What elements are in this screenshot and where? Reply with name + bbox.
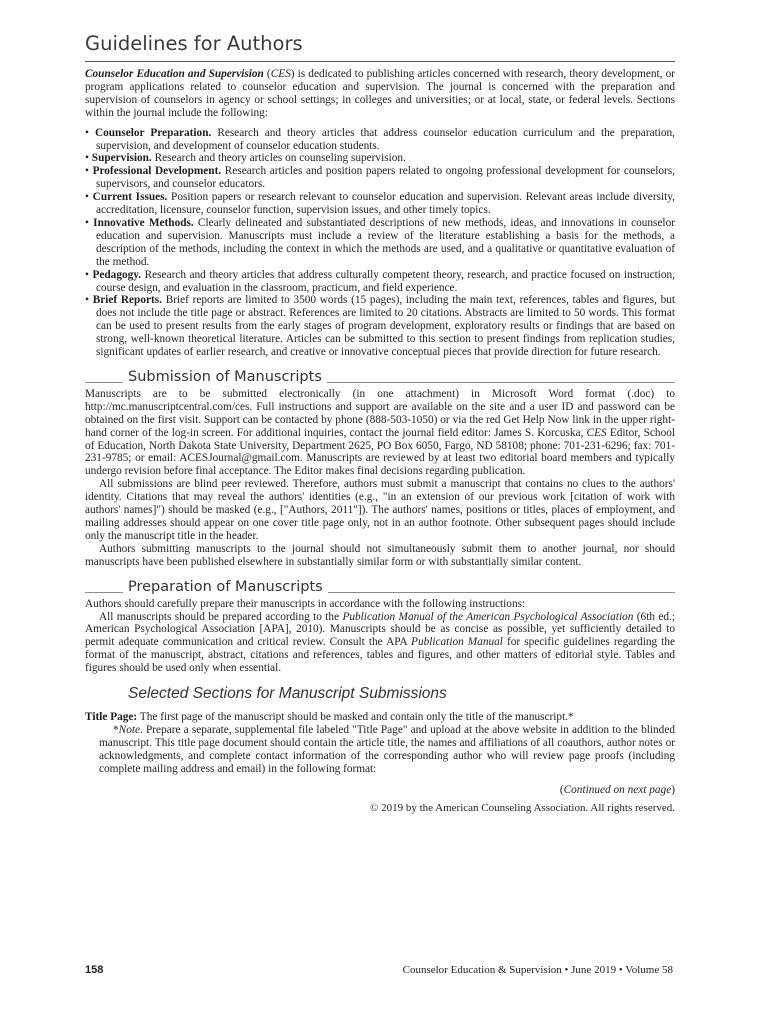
- title-page-note: [85, 724, 675, 776]
- journal-sections-list: [85, 127, 675, 359]
- submission-paragraph-1: [85, 388, 675, 478]
- title-page-label: Title Page:: [85, 711, 138, 724]
- list-item: [85, 191, 675, 217]
- list-item: [85, 294, 675, 359]
- paragraph-text: Editor, School of Education, North Dakota State University, Department 2625, PO Box 6050, Fargo, ND 58108; phone: 701-231-6296; fax: 701-231-9785; or email: ACESJournal@gmail.com. Manuscripts are reviewed by at least two editorial board members and typically undergo revision before final acceptance. The Editor makes final decisions regarding publication.: [85, 426, 676, 478]
- section-heading-text: Preparation of Manuscripts: [123, 579, 328, 595]
- paren: (: [559, 783, 564, 796]
- journal-abbr: CES: [270, 68, 291, 80]
- section-heading-text: Submission of Manuscripts: [123, 369, 327, 385]
- paragraph-text: Manuscripts are to be submitted electronically (in one attachment) in Microsoft Word format (.doc) to http://mc.manuscriptcentral.com/ces. Full instructions and support are available on the site and a user ID and password can be obtained on the first visit. Support can be contacted by phone (888-503-1050) or via the red Get Help Now link in the upper right-hand corner of the log-in screen. For additional inquiries, contact the journal field editor: James S. Korcuska,: [85, 387, 675, 439]
- journal-info: Counselor Education & Supervision • June 2019 • Volume 58: [402, 964, 673, 976]
- bullet: •: [85, 152, 89, 165]
- list-item-text: Research articles and position papers related to ongoing professional development for counselors, supervisors, and counselor educators.: [96, 165, 676, 191]
- preparation-paragraph-1: Authors should carefully prepare their manuscripts in accordance with the following instructions:: [85, 597, 526, 610]
- bullet: •: [85, 294, 89, 307]
- bullet: •: [85, 191, 89, 204]
- list-item-head: Brief Reports.: [92, 294, 162, 307]
- list-item-head: Counselor Preparation.: [94, 126, 212, 139]
- page-content: [85, 30, 675, 814]
- submission-paragraph-3: Authors submitting manuscripts to the journal should not simultaneously submit them to another journal, nor should manuscripts have been published elsewhere in substantially similar form or with substantially similar content.: [85, 542, 675, 568]
- page-number: 158: [85, 964, 104, 976]
- list-item: [85, 127, 675, 153]
- continued-text: Continued on next page: [563, 783, 672, 796]
- intro-paragraph: [85, 68, 675, 120]
- intro-text: ) is dedicated to publishing articles concerned with research, theory development, or program applications related to counselor education and supervision. The journal is concerned with the preparation and supervision of counselors in agency or school settings; in colleges and universities; or at local, state, or federal levels. Sections within the journal include the following:: [85, 68, 676, 119]
- bullet: •: [85, 165, 89, 178]
- list-item-text: Brief reports are limited to 3500 words (15 pages), including the main text, references, tables and figures, but does not include the title page or abstract. References are limited to 20 citations. Abstracts are limited to 50 words. This format can be used to present results from the early stages of program development, exploratory results or findings that are based on strong, well-known theoretical literature. Articles can be submitted to this section to present findings from replication studies, significant updates of earlier research, and creative or innovative conceptual pieces that provide direction for future research.: [96, 294, 675, 359]
- paren: ): [671, 783, 675, 796]
- list-item-head: Pedagogy.: [92, 268, 142, 281]
- list-item-text: Position papers or research relevant to counselor education and supervision. Relevant areas include diversity, accreditation, licensure, counselor function, supervision issues, and other timely topics.: [96, 191, 675, 217]
- list-item-head: Professional Development.: [92, 165, 222, 178]
- list-item-text: Research and theory articles that address counselor education curriculum and the preparation, supervision, and development of counselor education students.: [96, 126, 676, 152]
- list-item-text: Research and theory articles that address culturally competent theory, research, and practice focused on instruction, course design, and evaluation in the classroom, practicum, and field experience.: [96, 268, 675, 294]
- list-item: [85, 217, 675, 269]
- paragraph-text: for specific guidelines regarding the format of the manuscript, abstract, citations and references, tables and figures, and other matters of editorial style. Tables and figures should be used only when essential.: [85, 636, 675, 675]
- list-item: [85, 165, 675, 191]
- publication-title: Publication Manual: [411, 636, 503, 649]
- paragraph-text: All manuscripts should be prepared according to the: [99, 610, 343, 623]
- title-rule: [85, 61, 675, 62]
- intro-paren: (: [263, 68, 271, 80]
- preparation-paragraph-2: [85, 611, 675, 676]
- preparation-heading: [85, 578, 675, 596]
- bullet: •: [85, 126, 89, 139]
- list-item: [85, 269, 675, 295]
- paragraph-text: The first page of the manuscript should be masked and contain only the title of the manuscript.*: [137, 711, 574, 724]
- publication-title: Publication Manual of the American Psychological Association: [342, 610, 634, 623]
- list-item-text: Clearly delineated and substantiated descriptions of new methods, ideas, and innovations in counselor education and supervision. Manuscripts must include a review of the literature establishing a basis for the methods, a description of the methods, including the context in which the methods are used, and a qualitative or quantitative evaluation of the method.: [96, 216, 675, 268]
- continued-note: [85, 784, 675, 796]
- note-asterisk: *: [113, 723, 119, 736]
- selected-sections-heading: Selected Sections for Manuscript Submissions: [128, 685, 447, 703]
- journal-abbr: CES: [586, 426, 607, 439]
- list-item-head: Current Issues.: [92, 191, 168, 204]
- paragraph-text: (6th ed.; American Psychological Association [APA], 2010). Manuscripts should be as concise as possible, yet sufficiently detailed to permit adequate communication and critical review. Consult the APA: [85, 610, 675, 649]
- bullet: •: [85, 216, 89, 229]
- submission-heading: [85, 368, 675, 386]
- list-item-head: Innovative Methods.: [93, 216, 194, 229]
- list-item-text: Research and theory articles on counseling supervision.: [151, 152, 406, 165]
- copyright-notice: © 2019 by the American Counseling Association. All rights reserved.: [369, 801, 675, 814]
- note-label: Note: [118, 723, 140, 736]
- page-title: Guidelines for Authors: [85, 32, 303, 55]
- list-item-head: Supervision.: [91, 152, 152, 165]
- journal-name: Counselor Education and Supervision: [85, 68, 264, 80]
- bullet: •: [85, 268, 89, 281]
- paragraph-text: . Prepare a separate, supplemental file labeled "Title Page" and upload at the above website in addition to the blinded manuscript. This title page document should contain the article title, the names and affiliations of all coauthors, author notes or acknowledgments, and complete contact information of the corresponding author who will review page proofs (including complete mailing address and email) in the following format:: [99, 723, 675, 775]
- title-page-paragraph: [85, 711, 675, 724]
- submission-paragraph-2: All submissions are blind peer reviewed. Therefore, authors must submit a manuscript that contains no clues to the authors' identity. Citations that may reveal the authors' identities (e.g., "in an extension of our previous work [citation of work with authors' names]") should be masked (e.g., ["Authors, 2011"]). The authors' names, positions or titles, places of employment, and mailing addresses should appear on one cover title page only, not in an author footnote. Other subsequent pages should include only the manuscript title in the header.: [85, 478, 675, 542]
- list-item: [85, 152, 675, 165]
